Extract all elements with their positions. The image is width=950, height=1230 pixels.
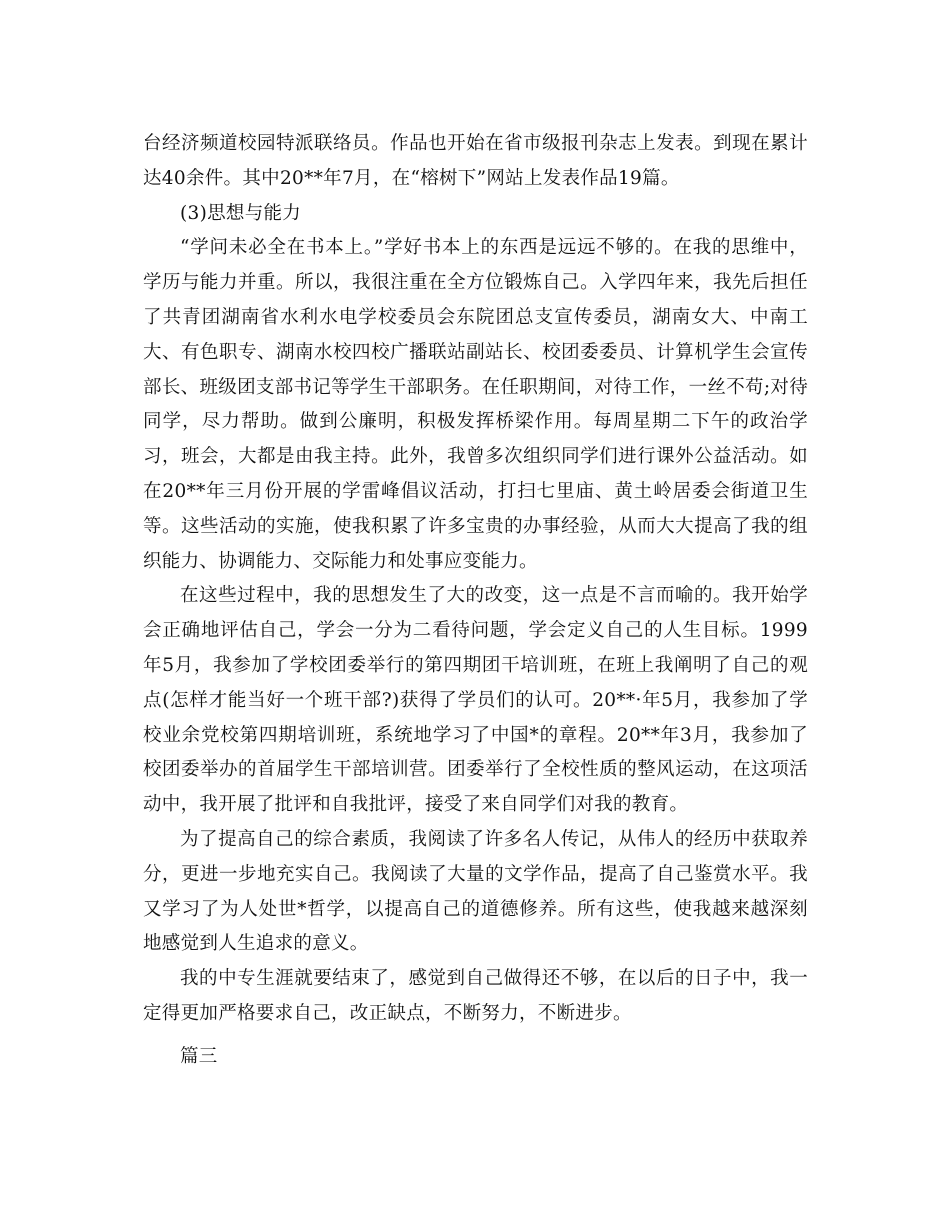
paragraph-conclusion: 我的中专生涯就要结束了，感觉到自己做得还不够，在以后的日子中，我一定得更加严格要求自己，改正缺点，不断努力，不断进步。 bbox=[143, 968, 808, 1024]
paragraph-self-improvement: 为了提高自己的综合素质，我阅读了许多名人传记，从伟人的经历中获取养分，更进一步地充实自己。我阅读了大量的文学作品，提高了自己鉴赏水平。我又学习了为人处世*哲学，以提高自己的道德修养。所有这些，使我越来越深刻地感觉到人生追求的意义。 bbox=[143, 828, 808, 955]
section-spacer bbox=[143, 1032, 808, 1040]
section-heading-part-three: 篇三 bbox=[180, 1045, 218, 1067]
paragraph-learning-ability: “学问未必全在书本上。”学好书本上的东西是远远不够的。在我的思维中，学历与能力并重。所以，我很注重在全方位锻炼自己。入学四年来，我先后担任了共青团湖南省水利水电学校委员会东院团总支宣传委员，湖南女大、中南工大、有色职专、湖南水校四校广播联站副站长、校团委委员、计算机学生会宣传部长、班级团支部书记等学生干部职务。在任职期间，对待工作，一丝不苟;对待同学，尽力帮助。做到公廉明，积极发挥桥梁作用。每周星期二下午的政治学习，班会，大都是由我主持。此外，我曾多次组织同学们进行课外公益活动。如在20**年三月份开展的学雷峰倡议活动，打扫七里庙、黄土岭居委会街道卫生等。这些活动的实施，使我积累了许多宝贵的办事经验，从而大大提高了我的组织能力、协调能力、交际能力和处事应变能力。 bbox=[143, 237, 808, 572]
paragraph-thought-change: 在这些过程中，我的思想发生了大的改变，这一点是不言而喻的。我开始学会正确地评估自己，学会一分为二看待问题，学会定义自己的人生目标。1999年5月，我参加了学校团委举行的第四期团干培训班，在班上我阐明了自己的观点(怎样才能当好一个班干部?)获得了学员们的认可。20**·年5月，我参加了学校业余党校第四期培训班，系统地学习了中国*的章程。20**年3月，我参加了校团委举办的首届学生干部培训营。团委举行了全校性质的整风运动，在这项活动中，我开展了批评和自我批评，接受了来自同学们对我的教育。 bbox=[143, 585, 808, 816]
paragraph-continuation: 台经济频道校园特派联络员。作品也开始在省市级报刊杂志上发表。到现在累计达40余件。其中20**年7月，在“榕树下”网站上发表作品19篇。 bbox=[143, 133, 808, 189]
document-page bbox=[143, 127, 808, 1075]
section-heading-thought-ability: (3)思想与能力 bbox=[180, 202, 302, 224]
